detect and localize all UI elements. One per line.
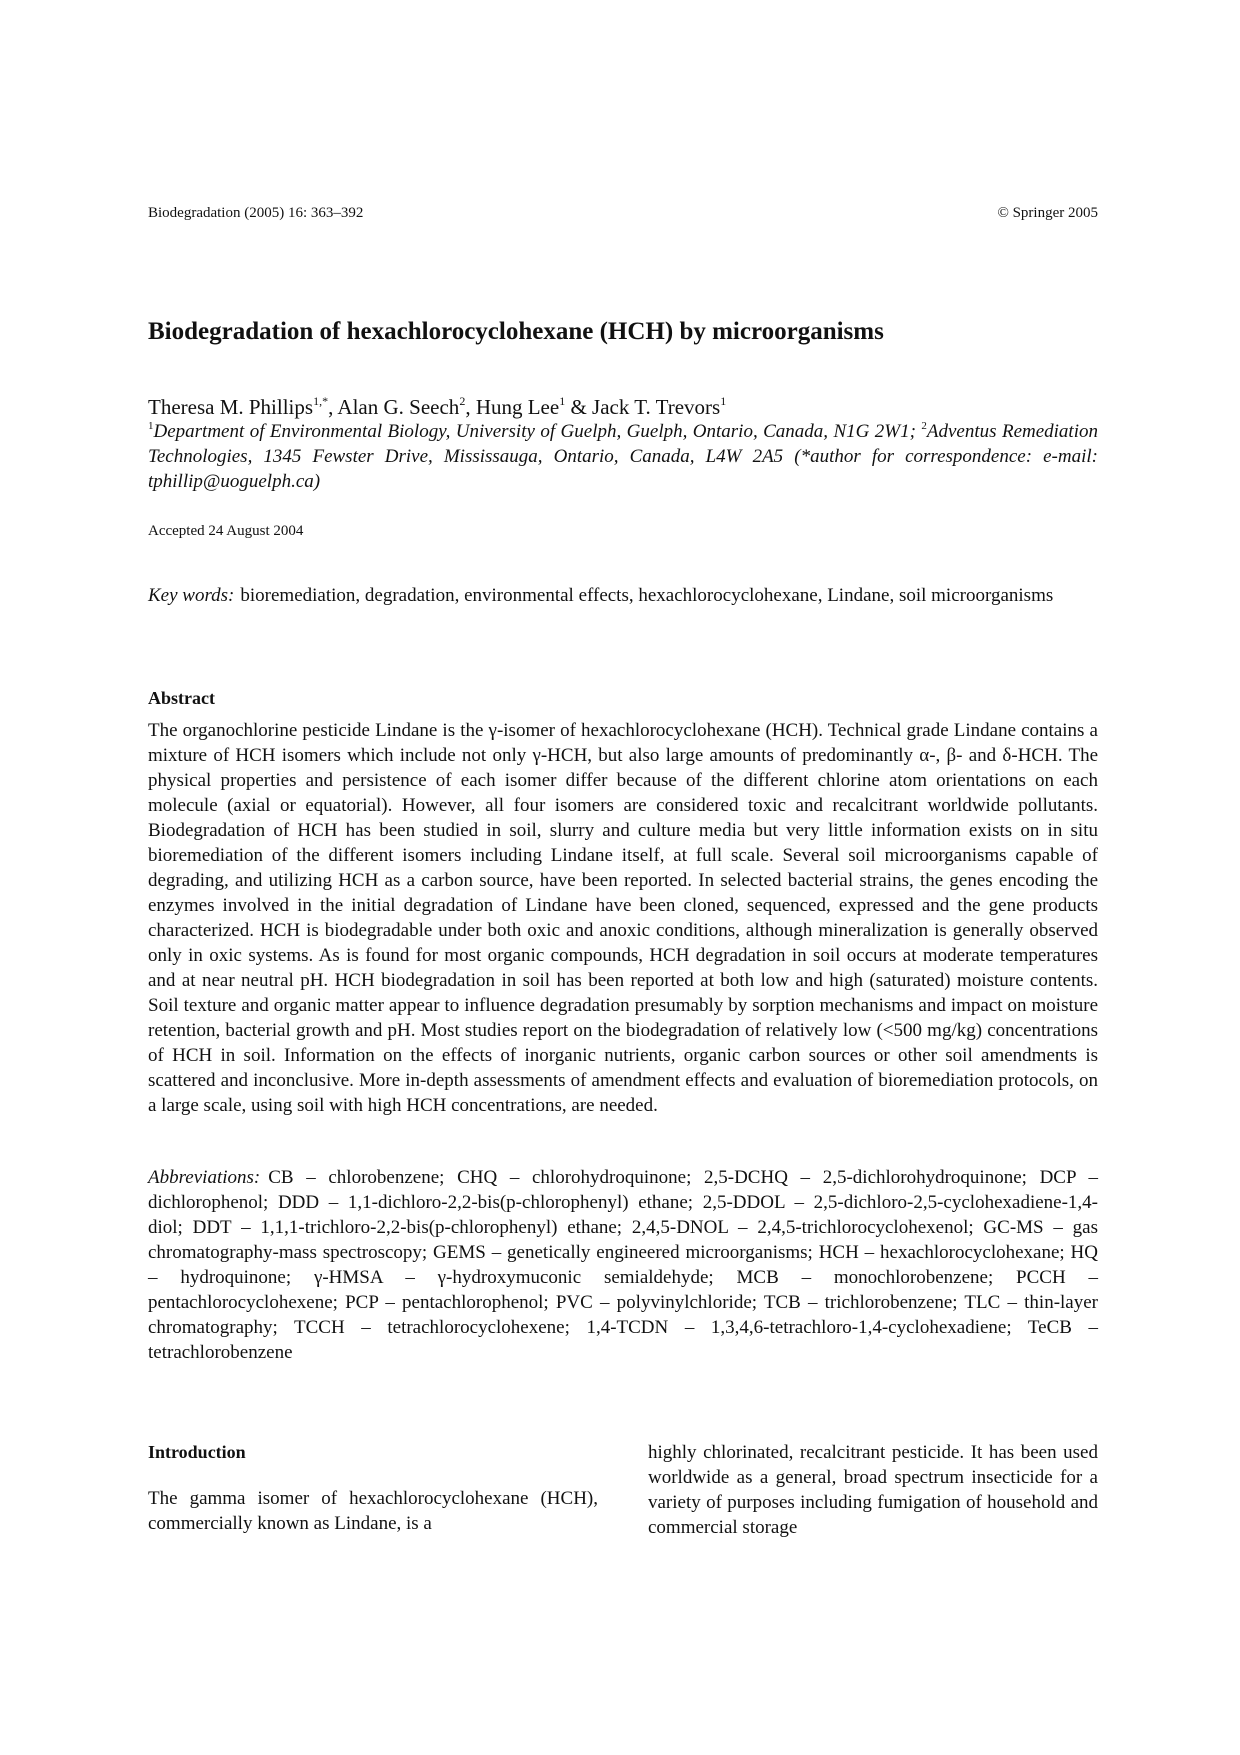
keywords-label: Key words:	[148, 585, 235, 606]
author-name: Alan G. Seech	[337, 395, 460, 419]
abstract-text: The organochlorine pesticide Lindane is the γ-isomer of hexachlorocyclohexane (HCH). Technical grade Lindane contains a mixture of HCH isomers which include not only γ-HCH, but also large amounts of predominantly α-, β- and δ-HCH. The physical properties and persistence of each isomer differ because of the different chlorine atom orientations on each molecule (axial or equatorial). However, all four isomers are considered toxic and recalcitrant worldwide pollutants. Biodegradation of HCH has been studied in soil, slurry and culture media but very little information exists on in situ bioremediation of the different isomers including Lindane itself, at full scale. Several soil microorganisms capable of degrading, and utilizing HCH as a carbon source, have been reported. In selected bacterial strains, the genes encoding the enzymes involved in the initial degradation of Lindane have been cloned, sequenced, expressed and the gene products characterized. HCH is biodegradable under both oxic and anoxic conditions, although mineralization is generally observed only in oxic systems. As is found for most organic compounds, HCH degradation in soil occurs at moderate temperatures and at near neutral pH. HCH biodegradation in soil has been reported at both low and high (saturated) moisture contents. Soil texture and organic matter appear to influence degradation presumably by sorption mechanisms and impact on moisture retention, bacterial growth and pH. Most studies report on the biodegradation of relatively low (<500 mg/kg) concentrations of HCH in soil. Information on the effects of inorganic nutrients, organic carbon sources or other soil amendments is scattered and inconclusive. More in-depth assessments of amendment effects and evaluation of bioremediation protocols, on a large scale, using soil with high HCH concentrations, are needed.	[148, 720, 1098, 1116]
keywords	[148, 583, 1098, 608]
author-name: Jack T. Trevors	[592, 395, 721, 419]
journal-citation: Biodegradation (2005) 16: 363–392	[148, 205, 364, 221]
author-affiliation-marker: 1	[559, 394, 566, 408]
author-name: Hung Lee	[475, 395, 560, 419]
introduction-left-column	[148, 1440, 598, 1536]
author-separator: &	[565, 395, 593, 419]
introduction-heading: Introduction	[148, 1442, 246, 1462]
introduction-text-right: highly chlorinated, recalcitrant pesticide. It has been used worldwide as a general, broad spectrum insecticide for a variety of purposes including fumigation of household and commercial storage	[648, 1442, 1098, 1538]
introduction-text-left: The gamma isomer of hexachlorocyclohexane (HCH), commercially known as Lindane, is a	[148, 1488, 598, 1534]
author-affiliation-marker: 1,*	[313, 394, 329, 408]
author-separator: ,	[328, 395, 338, 419]
affiliation-1: Department of Environmental Biology, University of Guelph, Guelph, Ontario, Canada, N1G 2W1;	[153, 421, 916, 442]
affiliation-2: Adventus Remediation Technologies, 1345 Fewster Drive, Mississauga, Ontario, Canada, L4W 2A5 (*author for correspondence: e-mail: tphillip@uoguelph.ca)	[148, 421, 1098, 492]
affiliation-marker: 2	[921, 420, 927, 432]
abbreviations	[148, 1165, 1098, 1365]
author-list	[148, 394, 1098, 421]
accepted-date: Accepted 24 August 2004	[148, 523, 304, 539]
affiliation-marker: 1	[148, 420, 154, 432]
affiliations	[148, 419, 1098, 494]
paper-title: Biodegradation of hexachlorocyclohexane (HCH) by microorganisms	[148, 318, 884, 345]
paper-page	[148, 0, 1098, 1755]
keywords-text: bioremediation, degradation, environmental effects, hexachlorocyclohexane, Lindane, soil microorganisms	[240, 585, 1054, 606]
abbreviations-text: CB – chlorobenzene; CHQ – chlorohydroquinone; 2,5-DCHQ – 2,5-dichlorohydroquinone; DCP – dichlorophenol; DDD – 1,1-dichloro-2,2-bis(p-chlorophenyl) ethane; 2,5-DDOL – 2,5-dichloro-2,5-cyclohexadiene-1,4-diol; DDT – 1,1,1-trichloro-2,2-bis(p-chlorophenyl) ethane; 2,4,5-DNOL – 2,4,5-trichlorocyclohexenol; GC-MS – gas chromatography-mass spectroscopy; GEMS – genetically engineered microorganisms; HCH – hexachlorocyclohexane; HQ – hydroquinone; γ-HMSA – γ-hydroxymuconic semialdehyde; MCB – monochlorobenzene; PCCH – pentachlorocyclohexene; PCP – pentachlorophenol; PVC – polyvinylchloride; TCB – trichlorobenzene; TLC – thin-layer chromatography; TCCH – tetrachlorocyclohexene; 1,4-TCDN – 1,3,4,6-tetrachloro-1,4-cyclohexadiene; TeCB – tetrachlorobenzene	[148, 1167, 1098, 1363]
author-name: Theresa M. Phillips	[148, 395, 314, 419]
copyright-notice: © Springer 2005	[997, 205, 1098, 221]
author-affiliation-marker: 2	[459, 394, 466, 408]
abbreviations-label: Abbreviations:	[148, 1167, 261, 1188]
author-affiliation-marker: 1	[720, 394, 727, 408]
author-separator: ,	[465, 395, 476, 419]
running-head	[148, 203, 1098, 223]
abstract-heading: Abstract	[148, 688, 215, 708]
